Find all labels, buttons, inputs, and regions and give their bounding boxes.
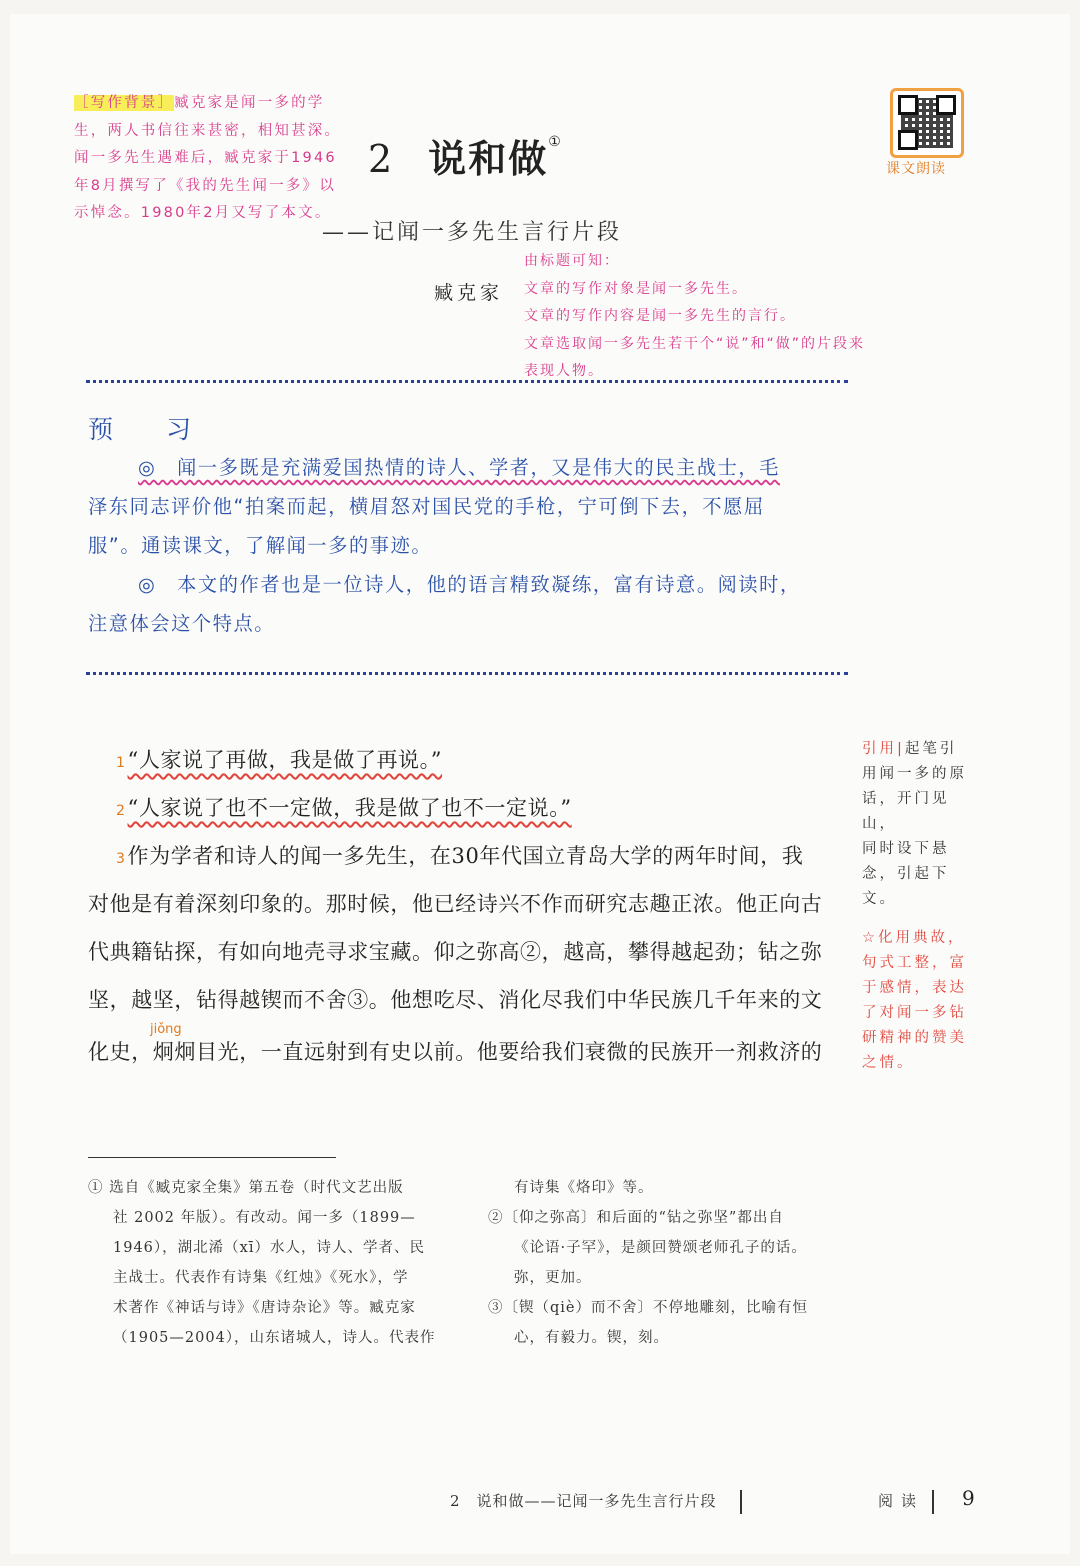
preview-bottom-divider	[86, 672, 848, 675]
body-paragraph-1	[116, 744, 442, 774]
title-annotation-line: 文章选取闻一多先生若干个“说”和“做”的片段来	[524, 335, 866, 352]
preview-line: 泽东同志评价他“拍案而起，横眉怒对国民党的手枪，宁可倒下去，不愿屈	[88, 495, 765, 518]
lesson-number: 2	[368, 137, 395, 181]
writing-background-line: 生，两人书信往来甚密，相知甚深。	[74, 122, 342, 139]
side-note-line: 念，引起下文。	[862, 866, 950, 907]
side-note-line: 引用|起笔引	[862, 741, 958, 757]
footnote-line: 心，有毅力。锲，刻。	[514, 1330, 669, 1346]
footnote-line: ③〔锲（qiè）而不舍〕不停地雕刻，比喻有恒	[488, 1300, 808, 1316]
footnote-line: 主战士。代表作有诗集《红烛》《死水》，学	[113, 1270, 409, 1286]
lesson-title	[368, 128, 563, 183]
paragraph-number: 1	[116, 755, 126, 771]
lesson-subtitle: ——记闻一多先生言行片段	[322, 220, 623, 245]
title-annotation-line: 文章的写作内容是闻一多先生的言行。	[524, 308, 796, 324]
writing-background-line: 闻一多先生遇难后，臧克家于1946	[74, 150, 337, 166]
title-annotation	[524, 248, 865, 386]
pinyin-annotation: jiǒng	[150, 1022, 182, 1037]
side-note-line: 研精神的赞美	[862, 1030, 967, 1046]
qr-finder	[936, 95, 956, 115]
body-paragraph-3-line-4: 坚，越坚，钻得越锲而不舍③。他想吃尽、消化尽我们中华民族几千年来的文	[88, 988, 823, 1012]
preview-paragraph-2	[88, 565, 846, 643]
preview-line: ◎ 本文的作者也是一位诗人，他的语言精致凝练，富有诗意。阅读时，	[138, 573, 801, 596]
side-note-quote	[862, 737, 982, 912]
side-note-text: 起笔引	[904, 741, 958, 757]
writing-background-line: 臧克家是闻一多的学	[174, 95, 325, 111]
side-note-line: 同时设下悬	[862, 841, 950, 857]
footnote-line: 术著作《神话与诗》《唐诗杂论》等。臧克家	[113, 1300, 416, 1316]
footnote-line: 有诗集《烙印》等。	[514, 1180, 654, 1196]
footnotes-right	[488, 1173, 858, 1353]
qr-code-icon[interactable]	[890, 88, 964, 158]
side-note-tag: 引用	[862, 741, 897, 757]
writing-background-note	[74, 90, 374, 228]
preview-paragraph-1	[88, 448, 846, 565]
writing-background-label: ［写作背景］	[74, 95, 175, 111]
footnote-line: 弥，更加。	[514, 1270, 592, 1286]
footnote-line: 《论语·子罕》，是颜回赞颂老师孔子的话。	[514, 1240, 807, 1256]
qr-finder	[898, 130, 918, 150]
side-note-line: 之情。	[862, 1055, 915, 1071]
title-footnote-mark[interactable]: ①	[548, 134, 563, 150]
side-note-line: 用闻一多的原	[862, 766, 967, 782]
writing-background-line: 年8月撰写了《我的先生闻一多》以	[74, 177, 336, 194]
page-number: 9	[962, 1486, 975, 1510]
body-paragraph-3-line-1	[116, 840, 803, 870]
title-annotation-line: 由标题可知：	[524, 253, 620, 269]
quote-2: “人家说了也不一定做，我是做了也不一定说。”	[127, 796, 572, 820]
quote-1: “人家说了再做，我是做了再说。”	[127, 748, 443, 772]
lesson-title-text: 说和做	[428, 136, 549, 181]
preview-text: ◎ 闻一多既是充满爱国热情的诗人、学者，又是伟大的民主战士，毛	[138, 456, 780, 479]
footnote-line: ②〔仰之弥高〕和后面的“钻之弥坚”都出自	[488, 1210, 784, 1226]
footer-divider	[740, 1490, 742, 1514]
body-paragraph-2	[116, 792, 572, 822]
preview-line: 注意体会这个特点。	[88, 612, 276, 635]
author-name: 臧克家	[434, 282, 504, 304]
section-label: 阅读	[878, 1492, 925, 1510]
footnote-line: 1946），湖北浠（xī）水人，诗人、学者、民	[113, 1240, 425, 1256]
body-paragraph-3-line-5: 化史，炯炯目光，一直远射到有史以前。他要给我们衰微的民族开一剂救济的	[88, 1040, 823, 1064]
side-note-allusion	[862, 926, 982, 1076]
footnote-line: ① 选自《臧克家全集》第五卷（时代文艺出版	[88, 1180, 404, 1196]
preview-line	[88, 448, 846, 487]
footnote-line: 社 2002 年版）。有改动。闻一多（1899—	[113, 1210, 416, 1226]
paragraph-number: 3	[116, 851, 126, 867]
body-paragraph-3-line-2: 对他是有着深刻印象的。那时候，他已经诗兴不作而研究志趣正浓。他正向古	[88, 892, 823, 916]
side-note-line: ☆化用典故，	[862, 930, 966, 946]
writing-background-line: 示悼念。1980年2月又写了本文。	[74, 205, 332, 221]
footnotes-left	[88, 1173, 468, 1353]
footnote-line: （1905—2004），山东诸城人，诗人。代表作	[113, 1330, 436, 1346]
body-text: 作为学者和诗人的闻一多先生，在30年代国立青岛大学的两年时间，我	[127, 844, 804, 868]
preview-line: 服”。通读课文，了解闻一多的事迹。	[88, 534, 433, 557]
side-note-line: 话，开门见山，	[862, 791, 950, 832]
title-annotation-line: 表现人物。	[524, 363, 604, 379]
body-paragraph-3-line-3: 代典籍钻探，有如向地壳寻求宝藏。仰之弥高②，越高，攀得越起劲；钻之弥	[88, 940, 823, 964]
footnote-divider	[88, 1157, 336, 1158]
side-note-line: 了对闻一多钻	[862, 1005, 967, 1021]
qr-finder	[898, 95, 918, 115]
footer-divider	[932, 1490, 934, 1514]
qr-label[interactable]: 课文朗读	[886, 161, 946, 177]
running-title: 2 说和做——记闻一多先生言行片段	[450, 1492, 717, 1510]
side-note-line: 于感情，表达	[862, 980, 967, 996]
paragraph-number: 2	[116, 803, 126, 819]
preview-heading: 预 习	[88, 415, 206, 444]
title-annotation-line: 文章的写作对象是闻一多先生。	[524, 280, 748, 297]
side-note-line: 句式工整，富	[862, 955, 967, 971]
preview-top-divider	[86, 380, 848, 383]
